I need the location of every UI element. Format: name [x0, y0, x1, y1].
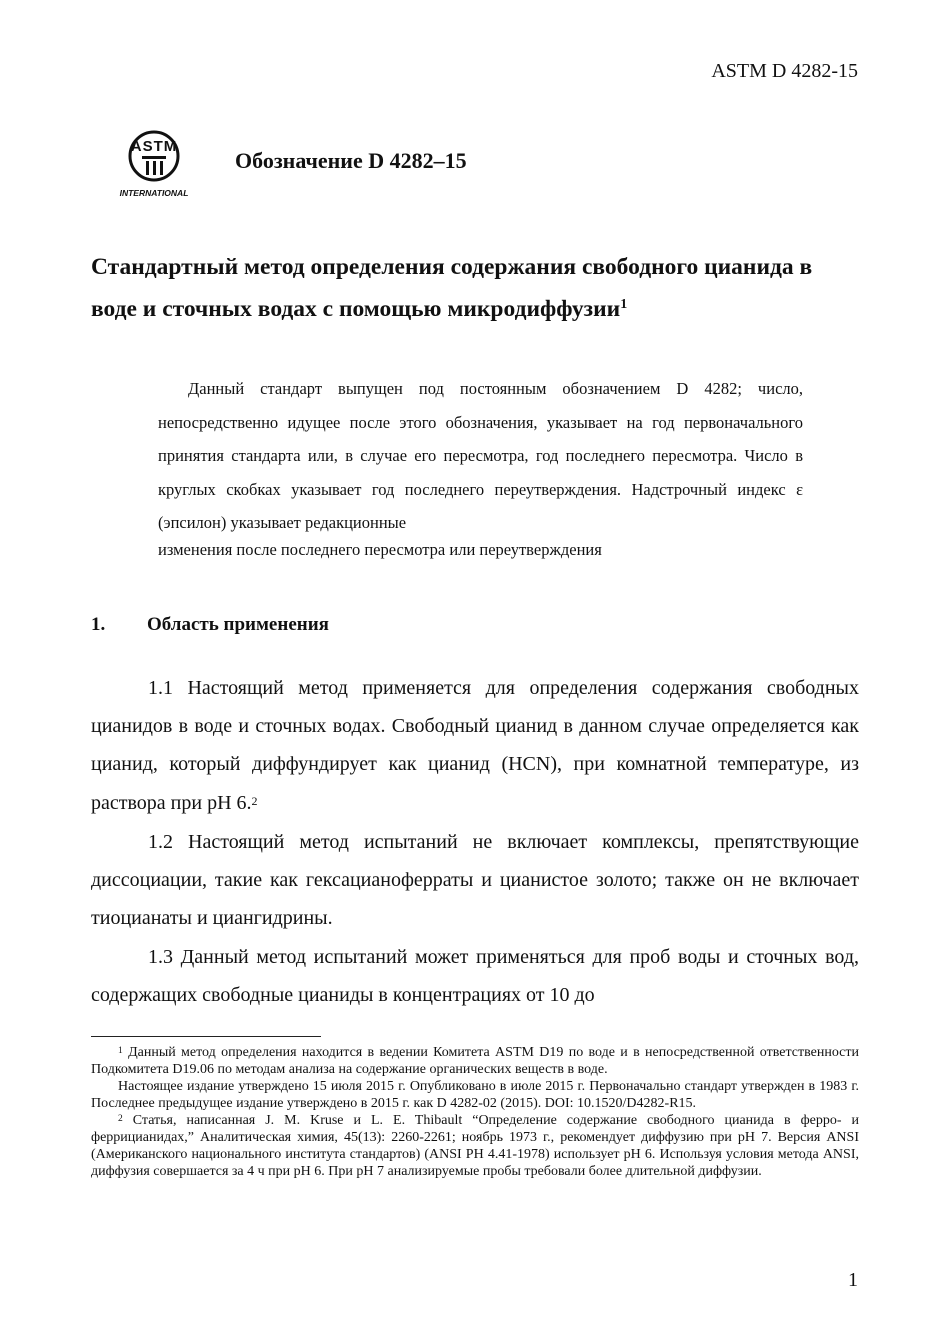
footnote — [91, 1112, 859, 1180]
paragraph-text: 1.1 Настоящий метод применяется для определения содержания свободных цианидов в воде и сточных водах. Свободный цианид в данном случае определяется как цианид, который диффундирует как цианид (HCN), при комнатной температуре, из раствора при pH 6. — [91, 677, 859, 814]
footnote-text: Данный метод определения находится в ведении Комитета ASTM D19 по воде и в непосредственной ответственности Подкомитета D19.06 по методам анализа на содержание органических веществ в воде. — [91, 1045, 860, 1077]
svg-text:ASTM: ASTM — [130, 138, 178, 155]
title-footnote-ref: 1 — [620, 297, 628, 312]
astm-international-logo — [112, 126, 196, 200]
section-title: Область применения — [147, 614, 329, 635]
section-number: 1. — [91, 614, 106, 635]
standard-designation: Обозначение D 4282–15 — [235, 148, 467, 173]
document-code-header: ASTM D 4282-15 — [711, 60, 858, 82]
footnote-mark: 1 — [118, 1046, 123, 1056]
footnote — [91, 1044, 859, 1078]
standard-title-text: Стандартный метод определения содержания свободного цианида в воде и сточных водах с помощью микродиффузии — [91, 254, 813, 322]
paragraph-1-2: 1.2 Настоящий метод испытаний не включает комплексы, препятствующие диссоциации, такие как гексацианоферраты и цианистое золото; также он не включает тиоцианаты и циангидрины. — [91, 831, 859, 930]
page-number: 1 — [848, 1269, 858, 1291]
footnotes — [91, 1044, 859, 1180]
paragraph-1-1 — [91, 669, 859, 822]
footnote-mark: 2 — [118, 1114, 123, 1124]
standard-notice-last-line: изменения после последнего пересмотра или переутверждения — [158, 540, 602, 559]
footnote-text: Настоящее издание утверждено 15 июля 2015 г. Опубликовано в июле 2015 г. Первоначально стандарт утвержден в 1983 г. Последнее предыдущее издание утверждено в 2015 г. как D 4282-02 (2015). DOI: 10.1520/D4282-R15. — [91, 1079, 859, 1111]
standard-notice: Данный стандарт выпущен под постоянным обозначением D 4282; число, непосредственно идущее после этого обозначения, указывает на год первоначального принятия стандарта или, в случае его пересмотра, год последнего пересмотра. Число в круглых скобках указывает год последнего переутверждения. Надстрочный индекс ε (эпсилон) указывает редакционные — [158, 379, 803, 532]
paragraph-1-3: 1.3 Данный метод испытаний может применяться для проб воды и сточных вод, содержащих свободные цианиды в концентрациях от 10 до — [91, 946, 859, 1007]
svg-text:INTERNATIONAL: INTERNATIONAL — [119, 188, 189, 198]
standard-title — [91, 246, 861, 330]
footnote-text: Статья, написанная J. M. Kruse и L. E. Thibault “Определение содержание свободного цианида в ферро- и феррицианидах,” Аналитическая химия, 45(13): 2260-2261; ноябрь 1973 г., рекомендует диффузию при pH 7. Версия ANSI (Американского национального института стандартов) (ANSI PH 4.41-1978) использует pH 6. Используя условия метода ANSI, диффузия совершается за 4 ч при pH 6. При pH 7 анализируемые пробы требовали более длительной диффузии. — [91, 1113, 860, 1179]
footnote — [91, 1078, 859, 1112]
footnote-separator — [91, 1036, 321, 1037]
footnote-ref-2: 2 — [251, 793, 258, 808]
